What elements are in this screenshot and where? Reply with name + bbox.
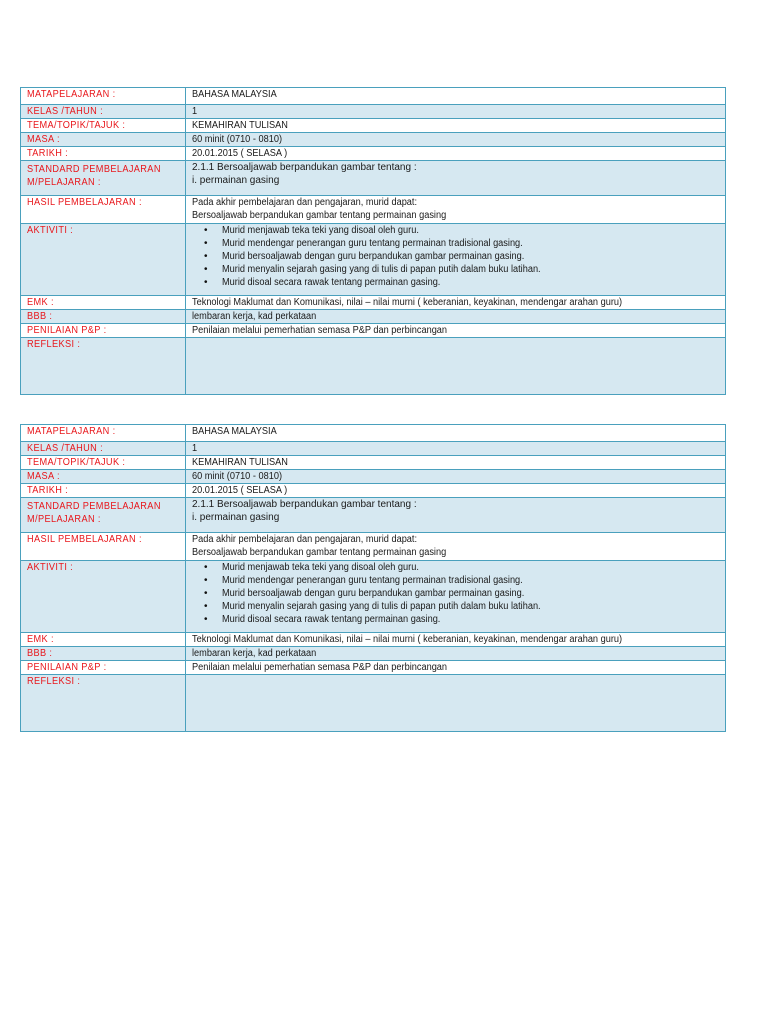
- row-bbb: [21, 310, 726, 324]
- value-subject: BAHASA MALAYSIA: [186, 425, 726, 442]
- row-emk: [21, 633, 726, 647]
- label-assessment: PENILAIAN P&P :: [21, 661, 186, 675]
- activity-list: [192, 224, 719, 289]
- value-subject: BAHASA MALAYSIA: [186, 88, 726, 105]
- row-date: [21, 147, 726, 161]
- label-standard: STANDARD PEMBELAJARAN M/PELAJARAN :: [21, 161, 186, 196]
- row-date: [21, 484, 726, 498]
- label-activities: AKTIVITI :: [21, 224, 186, 296]
- label-time: MASA :: [21, 470, 186, 484]
- activity-item: • Murid bersoaljawab dengan guru berpandukan gambar permainan gasing.: [208, 587, 719, 600]
- value-activities: [186, 561, 726, 633]
- activity-item: • Murid disoal secara rawak tentang permainan gasing.: [208, 276, 719, 289]
- activity-item: • Murid disoal secara rawak tentang permainan gasing.: [208, 613, 719, 626]
- label-standard: STANDARD PEMBELAJARAN M/PELAJARAN :: [21, 498, 186, 533]
- row-standard: [21, 498, 726, 533]
- activity-item: • Murid menjawab teka teki yang disoal oleh guru.: [208, 561, 719, 574]
- label-subject: MATAPELAJARAN :: [21, 425, 186, 442]
- value-standard: 2.1.1 Bersoaljawab berpandukan gambar tentang : i. permainan gasing: [186, 161, 726, 196]
- label-date: TARIKH :: [21, 484, 186, 498]
- row-subject: [21, 88, 726, 105]
- row-subject: [21, 425, 726, 442]
- label-date: TARIKH :: [21, 147, 186, 161]
- row-activities: [21, 561, 726, 633]
- label-bbb: BBB :: [21, 310, 186, 324]
- label-emk: EMK :: [21, 633, 186, 647]
- value-outcome: Pada akhir pembelajaran dan pengajaran, murid dapat: Bersoaljawab berpandukan gambar tentang permainan gasing: [186, 533, 726, 561]
- value-emk: Teknologi Maklumat dan Komunikasi, nilai – nilai murni ( keberanian, keyakinan, mendengar arahan guru): [186, 633, 726, 647]
- label-bbb: BBB :: [21, 647, 186, 661]
- value-bbb: lembaran kerja, kad perkataan: [186, 310, 726, 324]
- row-activities: [21, 224, 726, 296]
- label-class: KELAS /TAHUN :: [21, 105, 186, 119]
- label-theme: TEMA/TOPIK/TAJUK :: [21, 119, 186, 133]
- label-reflection: REFLEKSI :: [21, 675, 186, 732]
- label-theme: TEMA/TOPIK/TAJUK :: [21, 456, 186, 470]
- label-reflection: REFLEKSI :: [21, 338, 186, 395]
- value-assessment: Penilaian melalui pemerhatian semasa P&P dan perbincangan: [186, 661, 726, 675]
- row-assessment: [21, 661, 726, 675]
- value-reflection: [186, 338, 726, 395]
- row-standard: [21, 161, 726, 196]
- label-activities: AKTIVITI :: [21, 561, 186, 633]
- activity-item: • Murid mendengar penerangan guru tentang permainan tradisional gasing.: [208, 237, 719, 250]
- activity-item: • Murid mendengar penerangan guru tentang permainan tradisional gasing.: [208, 574, 719, 587]
- lesson-plan-table-1: [20, 87, 726, 395]
- row-outcome: [21, 533, 726, 561]
- label-class: KELAS /TAHUN :: [21, 442, 186, 456]
- activity-item: • Murid bersoaljawab dengan guru berpandukan gambar permainan gasing.: [208, 250, 719, 263]
- value-standard: 2.1.1 Bersoaljawab berpandukan gambar tentang : i. permainan gasing: [186, 498, 726, 533]
- row-reflection: [21, 338, 726, 395]
- activity-item: • Murid menyalin sejarah gasing yang di tulis di papan putih dalam buku latihan.: [208, 600, 719, 613]
- row-theme: [21, 119, 726, 133]
- label-outcome: HASIL PEMBELAJARAN :: [21, 196, 186, 224]
- value-time: 60 minit (0710 - 0810): [186, 470, 726, 484]
- row-time: [21, 470, 726, 484]
- row-time: [21, 133, 726, 147]
- value-date: 20.01.2015 ( SELASA ): [186, 147, 726, 161]
- label-emk: EMK :: [21, 296, 186, 310]
- label-subject: MATAPELAJARAN :: [21, 88, 186, 105]
- value-class: 1: [186, 105, 726, 119]
- row-class: [21, 105, 726, 119]
- lesson-plan-table-2: [20, 424, 726, 732]
- value-date: 20.01.2015 ( SELASA ): [186, 484, 726, 498]
- value-theme: KEMAHIRAN TULISAN: [186, 119, 726, 133]
- row-reflection: [21, 675, 726, 732]
- row-assessment: [21, 324, 726, 338]
- value-bbb: lembaran kerja, kad perkataan: [186, 647, 726, 661]
- row-theme: [21, 456, 726, 470]
- value-time: 60 minit (0710 - 0810): [186, 133, 726, 147]
- row-outcome: [21, 196, 726, 224]
- label-outcome: HASIL PEMBELAJARAN :: [21, 533, 186, 561]
- activity-item: • Murid menyalin sejarah gasing yang di tulis di papan putih dalam buku latihan.: [208, 263, 719, 276]
- label-assessment: PENILAIAN P&P :: [21, 324, 186, 338]
- activity-list: [192, 561, 719, 626]
- value-reflection: [186, 675, 726, 732]
- value-class: 1: [186, 442, 726, 456]
- value-outcome: Pada akhir pembelajaran dan pengajaran, murid dapat: Bersoaljawab berpandukan gambar tentang permainan gasing: [186, 196, 726, 224]
- value-assessment: Penilaian melalui pemerhatian semasa P&P dan perbincangan: [186, 324, 726, 338]
- value-emk: Teknologi Maklumat dan Komunikasi, nilai – nilai murni ( keberanian, keyakinan, mendengar arahan guru): [186, 296, 726, 310]
- row-bbb: [21, 647, 726, 661]
- activity-item: • Murid menjawab teka teki yang disoal oleh guru.: [208, 224, 719, 237]
- value-theme: KEMAHIRAN TULISAN: [186, 456, 726, 470]
- row-emk: [21, 296, 726, 310]
- value-activities: [186, 224, 726, 296]
- row-class: [21, 442, 726, 456]
- label-time: MASA :: [21, 133, 186, 147]
